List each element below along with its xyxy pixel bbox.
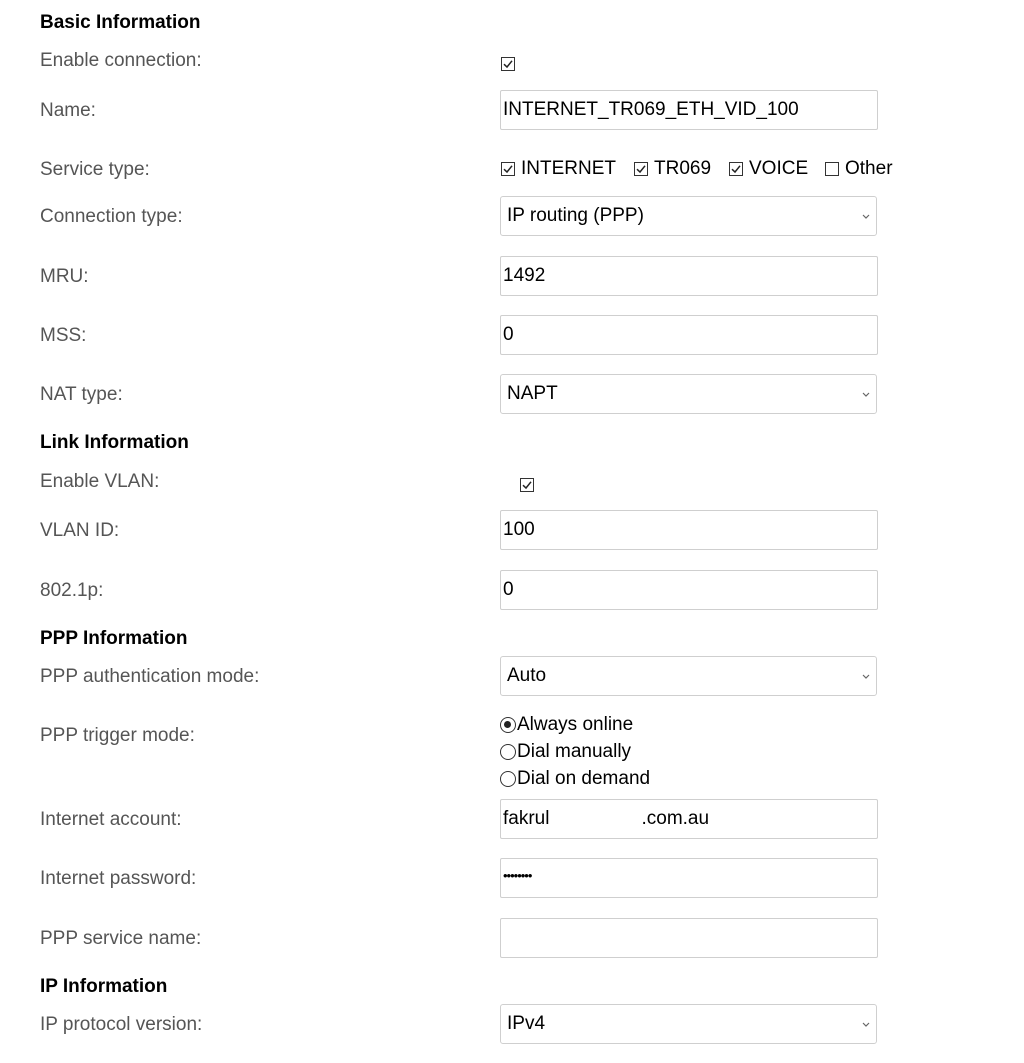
8021p-label: 802.1p: bbox=[40, 580, 104, 601]
service-type-tr069-checkbox[interactable] bbox=[634, 162, 648, 176]
internet-account-value-start: fakrul bbox=[503, 808, 550, 829]
nat-type-label: NAT type: bbox=[40, 384, 123, 405]
service-type-internet-label: INTERNET bbox=[521, 158, 616, 179]
internet-account-label: Internet account: bbox=[40, 809, 182, 830]
service-type-other-checkbox[interactable] bbox=[825, 162, 839, 176]
section-title-ip-information: IP Information bbox=[40, 976, 168, 997]
always-online-label: Always online bbox=[517, 714, 634, 735]
ppp-service-name-label: PPP service name: bbox=[40, 928, 202, 949]
always-online-radio[interactable] bbox=[500, 717, 516, 733]
chevron-down-icon bbox=[860, 375, 872, 413]
ip-protocol-version-value: IPv4 bbox=[507, 1013, 546, 1034]
checkmark-icon bbox=[634, 162, 648, 176]
service-type-internet[interactable] bbox=[501, 158, 616, 180]
chevron-down-icon bbox=[860, 197, 872, 235]
enable-connection-label: Enable connection: bbox=[40, 50, 202, 71]
dial-on-demand-radio[interactable] bbox=[500, 771, 516, 787]
ppp-auth-mode-label: PPP authentication mode: bbox=[40, 666, 260, 687]
internet-account-input[interactable] bbox=[500, 799, 878, 839]
checkmark-icon bbox=[520, 478, 534, 492]
ip-protocol-version-label: IP protocol version: bbox=[40, 1014, 203, 1035]
vlan-id-label: VLAN ID: bbox=[40, 520, 120, 541]
8021p-input[interactable]: 0 bbox=[500, 570, 878, 610]
ppp-trigger-mode-label: PPP trigger mode: bbox=[40, 725, 195, 746]
mru-input[interactable]: 1492 bbox=[500, 256, 878, 296]
trigger-option-dial-manually[interactable] bbox=[500, 741, 631, 763]
service-type-other-label: Other bbox=[845, 158, 893, 179]
enable-vlan-checkbox[interactable] bbox=[520, 478, 534, 492]
vlan-id-input[interactable]: 100 bbox=[500, 510, 878, 550]
service-type-internet-checkbox[interactable] bbox=[501, 162, 515, 176]
connection-type-label: Connection type: bbox=[40, 206, 183, 227]
nat-type-value: NAPT bbox=[507, 383, 558, 404]
enable-vlan-label: Enable VLAN: bbox=[40, 471, 160, 492]
checkmark-icon bbox=[501, 162, 515, 176]
service-type-tr069-label: TR069 bbox=[654, 158, 712, 179]
dial-manually-radio[interactable] bbox=[500, 744, 516, 760]
ppp-auth-mode-select[interactable] bbox=[500, 656, 877, 696]
service-type-label: Service type: bbox=[40, 159, 150, 180]
service-type-voice[interactable] bbox=[729, 158, 808, 180]
section-title-link-information: Link Information bbox=[40, 432, 189, 453]
service-type-voice-checkbox[interactable] bbox=[729, 162, 743, 176]
trigger-option-always-online[interactable] bbox=[500, 714, 633, 736]
mss-label: MSS: bbox=[40, 325, 87, 346]
mss-input[interactable]: 0 bbox=[500, 315, 878, 355]
password-mask: •••••••• bbox=[503, 868, 532, 883]
checkmark-icon bbox=[501, 57, 515, 71]
section-title-ppp-information: PPP Information bbox=[40, 628, 188, 649]
service-type-voice-label: VOICE bbox=[749, 158, 809, 179]
service-type-other[interactable] bbox=[825, 158, 893, 180]
name-label: Name: bbox=[40, 100, 96, 121]
nat-type-select[interactable] bbox=[500, 374, 877, 414]
name-input[interactable]: INTERNET_TR069_ETH_VID_100 bbox=[500, 90, 878, 130]
chevron-down-icon bbox=[860, 1005, 872, 1043]
mru-label: MRU: bbox=[40, 266, 89, 287]
ip-protocol-version-select[interactable] bbox=[500, 1004, 877, 1044]
dial-manually-label: Dial manually bbox=[517, 741, 632, 762]
connection-type-select[interactable] bbox=[500, 196, 877, 236]
ppp-auth-mode-value: Auto bbox=[507, 665, 547, 686]
internet-account-value-end: .com.au bbox=[641, 808, 710, 829]
enable-connection-checkbox[interactable] bbox=[501, 57, 515, 71]
ppp-service-name-input[interactable] bbox=[500, 918, 878, 958]
service-type-tr069[interactable] bbox=[634, 158, 711, 180]
dial-on-demand-label: Dial on demand bbox=[517, 768, 651, 789]
checkmark-icon bbox=[729, 162, 743, 176]
connection-type-value: IP routing (PPP) bbox=[507, 205, 644, 226]
internet-password-label: Internet password: bbox=[40, 868, 197, 889]
chevron-down-icon bbox=[860, 657, 872, 695]
trigger-option-dial-on-demand[interactable] bbox=[500, 768, 650, 790]
section-title-basic-information: Basic Information bbox=[40, 12, 201, 33]
internet-password-input[interactable] bbox=[500, 858, 878, 898]
